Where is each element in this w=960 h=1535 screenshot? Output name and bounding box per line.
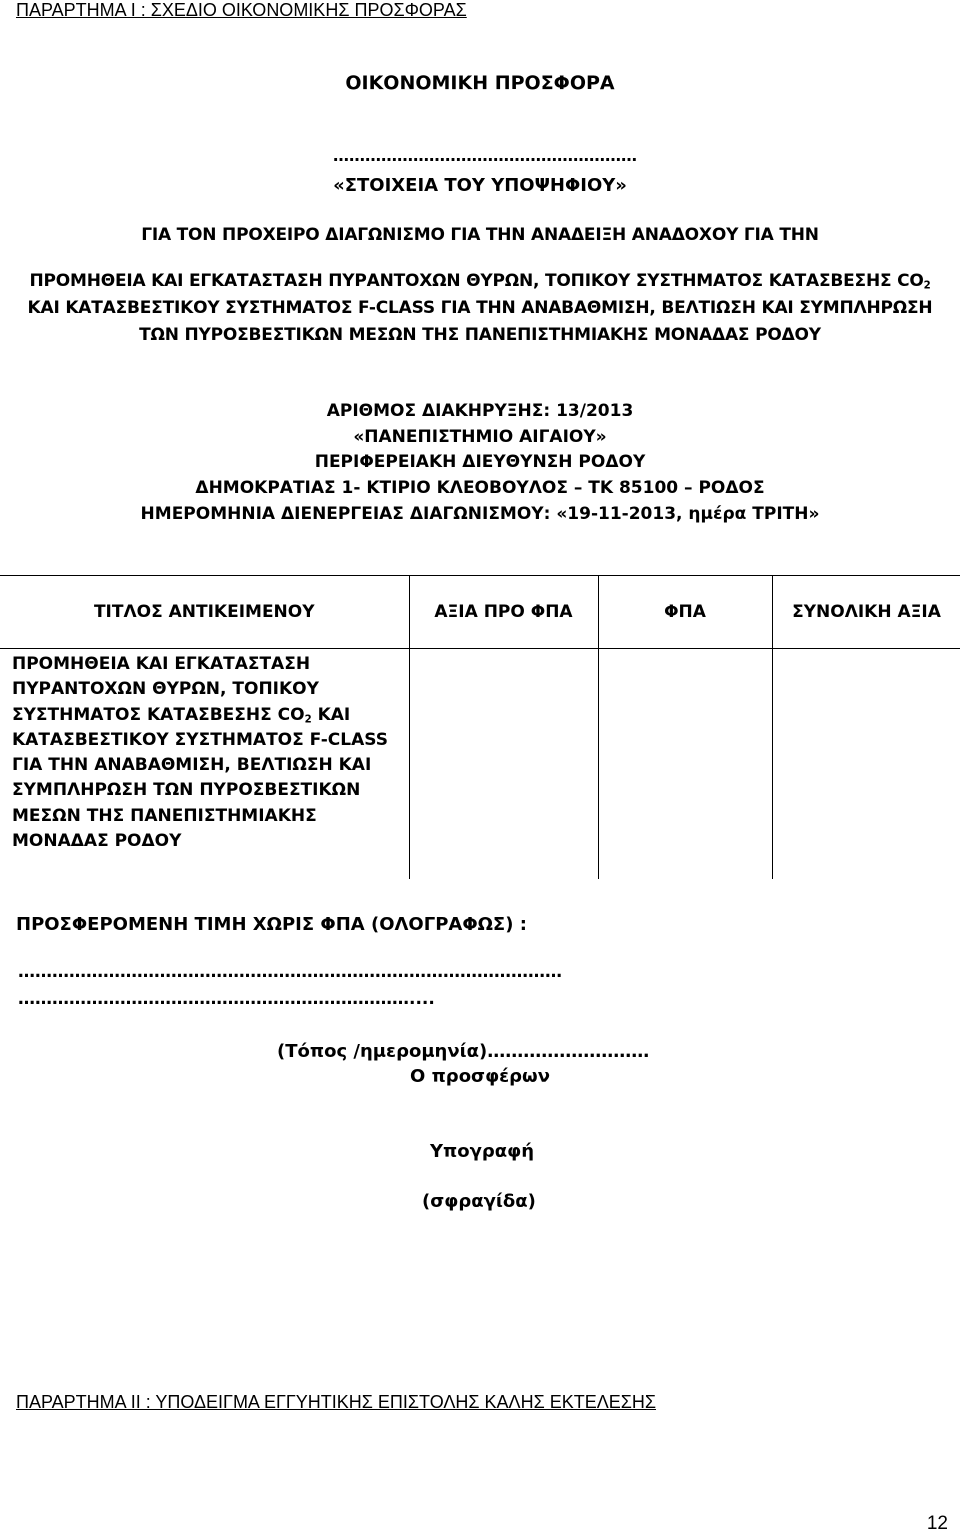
table-header-row — [0, 576, 960, 649]
bidder-data-label: «ΣΤΟΙΧΕΙΑ ΤΟΥ ΥΠΟΨΗΦΙΟΥ» — [333, 175, 627, 196]
info-line-4: ΔΗΜΟΚΡΑΤΙΑΣ 1- ΚΤΙΡΙΟ ΚΛΕΟΒΟΥΛΟΣ – ΤΚ 85100 – ΡΟΔΟΣ — [195, 478, 765, 498]
item-line-4: ΚΑΤΑΣΒΕΣΤΙΚΟΥ ΣΥΣΤΗΜΑΤΟΣ F-CLASS — [12, 729, 389, 750]
document-title: ΟΙΚΟΝΟΜΙΚΗ ΠΡΟΣΦΟΡΑ — [345, 72, 615, 94]
dotted-line: ………………………………………………… — [333, 146, 637, 165]
signature-label: Υπογραφή — [430, 1141, 535, 1162]
item-description-cell — [0, 649, 409, 880]
header-value-before-vat: ΑΞΙΑ ΠΡΟ ΦΠΑ — [409, 576, 598, 649]
item-line-7: ΜΕΣΩΝ ΤΗΣ ΠΑΝΕΠΙΣΤΗΜΙΑΚΗΣ — [12, 805, 317, 826]
subject-line-3: ΚΑΙ ΚΑΤΑΣΒΕΣΤΙΚΟΥ ΣΥΣΤΗΜΑΤΟΣ F-CLASS ΓΙΑ ΤΗΝ ΑΝΑΒΑΘΜΙΣΗ, ΒΕΛΤΙΩΣΗ ΚΑΙ ΣΥΜΠΛΗΡΩΣΗ — [27, 298, 933, 318]
header-title: ΤΙΤΛΟΣ ΑΝΤΙΚΕΙΜΕΝΟΥ — [0, 576, 409, 649]
price-label: ΠΡΟΣΦΕΡΟΜΕΝΗ ΤΙΜΗ ΧΩΡΙΣ ΦΠΑ (ΟΛΟΓΡΑΦΩΣ) : — [16, 914, 527, 935]
header-vat: ΦΠΑ — [598, 576, 772, 649]
table-row — [0, 649, 960, 880]
item-line-1: ΠΡΟΜΗΘΕΙΑ ΚΑΙ ΕΓΚΑΤΑΣΤΑΣΗ — [12, 654, 311, 674]
subject-line-2: ΠΡΟΜΗΘΕΙΑ ΚΑΙ ΕΓΚΑΤΑΣΤΑΣΗ ΠΥΡΑΝΤΟΧΩΝ ΘΥΡΩΝ, ΤΟΠΙΚΟΥ ΣΥΣΤΗΜΑΤΟΣ ΚΑΤΑΣΒΕΣΗΣ $CO_2$ — [29, 271, 931, 292]
subject-line-4: ΤΩΝ ΠΥΡΟΣΒΕΣΤΙΚΩΝ ΜΕΣΩΝ ΤΗΣ ΠΑΝΕΠΙΣΤΗΜΙΑΚΗΣ ΜΟΝΑΔΑΣ ΡΟΔΟΥ — [139, 325, 821, 345]
item-line-8: ΜΟΝΑΔΑΣ ΡΟΔΟΥ — [12, 831, 182, 852]
place-date-label: (Τόπος /ημερομηνία)……………………… — [277, 1041, 650, 1062]
item-line-5: ΓΙΑ ΤΗΝ ΑΝΑΒΑΘΜΙΣΗ, ΒΕΛΤΙΩΣΗ ΚΑΙ — [12, 755, 372, 776]
subject-line-1: ΓΙΑ ΤΟΝ ΠΡΟΧΕΙΡΟ ΔΙΑΓΩΝΙΣΜΟ ΓΙΑ ΤΗΝ ΑΝΑΔΕΙΞΗ ΑΝΑΔΟΧΟΥ ΓΙΑ ΤΗΝ — [141, 225, 819, 245]
total-value-cell[interactable] — [772, 649, 960, 880]
info-line-2: «ΠΑΝΕΠΙΣΤΗΜΙΟ ΑΙΓΑΙΟΥ» — [353, 427, 607, 447]
info-line-1: ΑΡΙΘΜΟΣ ΔΙΑΚΗΡΥΞΗΣ: 13/2013 — [326, 401, 634, 421]
price-words-line-2[interactable]: …………………………………………………………….... — [18, 989, 435, 1009]
item-line-3: ΣΥΣΤΗΜΑΤΟΣ ΚΑΤΑΣΒΕΣΗΣ $CO_2$ ΚΑΙ — [12, 704, 351, 726]
annex2-heading: ΠΑΡΑΡΤΗΜΑ ΙΙ : ΥΠΟΔΕΙΓΜΑ ΕΓΓΥΗΤΙΚΗΣ ΕΠΙΣΤΟΛΗΣ ΚΑΛΗΣ ΕΚΤΕΛΕΣΗΣ — [16, 1392, 657, 1412]
info-line-3: ΠΕΡΙΦΕΡΕΙΑΚΗ ΔΙΕΥΘΥΝΣΗ ΡΟΔΟΥ — [314, 452, 646, 472]
item-line-2: ΠΥΡΑΝΤΟΧΩΝ ΘΥΡΩΝ, ΤΟΠΙΚΟΥ — [12, 679, 319, 700]
price-words-line-1[interactable]: …………………………………………………………………………………… — [18, 962, 562, 982]
offer-table — [0, 575, 960, 879]
value-before-vat-cell[interactable] — [409, 649, 598, 880]
bidder-label: Ο προσφέρων — [410, 1066, 550, 1087]
header-total-value: ΣΥΝΟΛΙΚΗ ΑΞΙΑ — [772, 576, 960, 649]
stamp-label: (σφραγίδα) — [422, 1191, 536, 1212]
item-line-6: ΣΥΜΠΛΗΡΩΣΗ ΤΩΝ ΠΥΡΟΣΒΕΣΤΙΚΩΝ — [12, 780, 361, 801]
annex1-heading: ΠΑΡΑΡΤΗΜΑ Ι : ΣΧΕΔΙΟ ΟΙΚΟΝΟΜΙΚΗΣ ΠΡΟΣΦΟΡΑΣ — [16, 0, 467, 20]
vat-cell[interactable] — [598, 649, 772, 880]
page-number: 12 — [926, 1513, 948, 1534]
info-line-5: ΗΜΕΡΟΜΗΝΙΑ ΔΙΕΝΕΡΓΕΙΑΣ ΔΙΑΓΩΝΙΣΜΟΥ: «19-11-2013, ημέρα ΤΡΙΤΗ» — [140, 504, 820, 524]
